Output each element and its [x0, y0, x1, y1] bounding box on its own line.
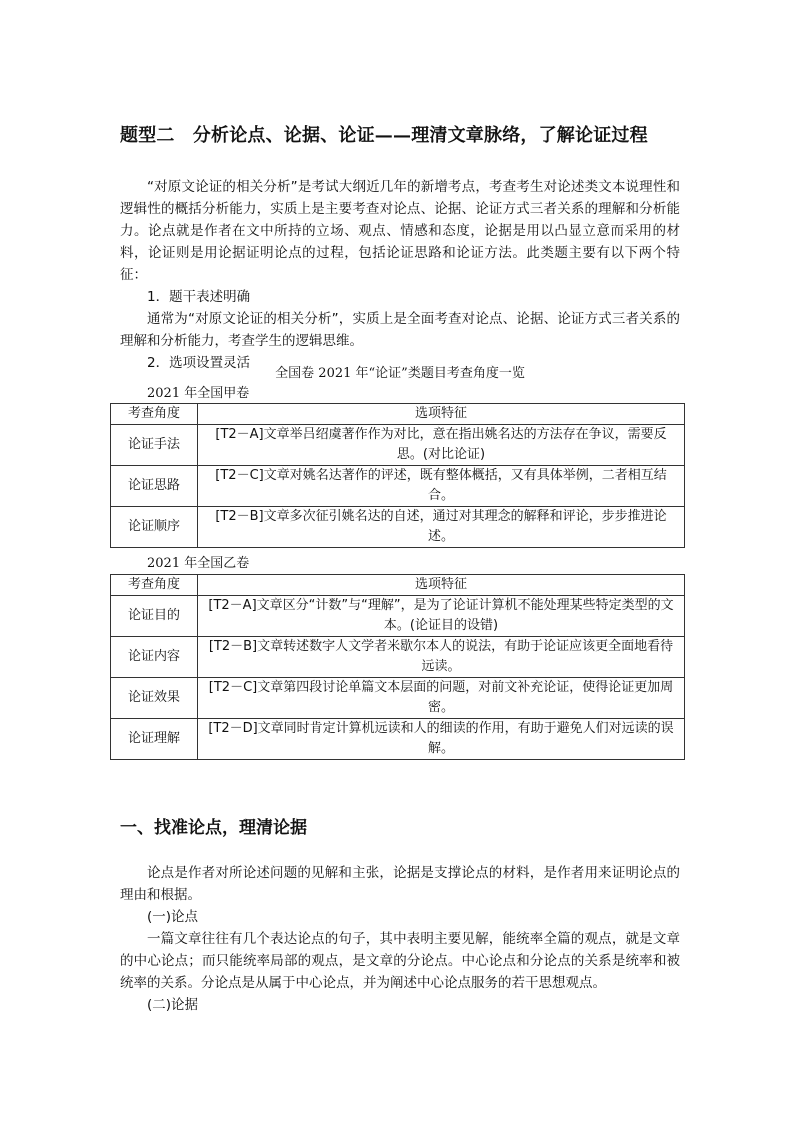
- table-row: [111, 425, 685, 466]
- table-row: [111, 507, 685, 548]
- feature2-title: 2．选项设置灵活: [147, 355, 251, 371]
- table-row: [111, 719, 685, 760]
- table-yi: [110, 574, 685, 760]
- table2-label: 2021 年全国乙卷: [147, 556, 250, 571]
- feature-cell: [T2－D]文章同时肯定计算机远读和人的细读的作用，有助于避免人们对远读的误解。: [198, 719, 685, 760]
- table1-label: 2021 年全国甲卷: [147, 386, 250, 401]
- table-header-row: [111, 575, 685, 596]
- sub1-title: (一)论点: [147, 909, 199, 925]
- section-heading: 一、找准论点，理清论据: [120, 818, 307, 838]
- table-row: [111, 596, 685, 637]
- intro-block: [120, 176, 680, 374]
- feature-cell: [T2－A]文章举吕绍虞著作作为对比，意在指出姚名达的方法存在争议，需要反思。(对比论证): [198, 425, 685, 466]
- intro-paragraph: “对原文论证的相关分析”是考试大纲近几年的新增考点，考查考生对论述类文本说理性和逻辑性的概括分析能力，实质上是主要考查对论点、论据、论证方式三者关系的理解和分析能力。论点就是作者在文中所持的立场、观点、情感和态度，论据是用以凸显立意而采用的材料，论证则是用论据证明论点的过程，包括论证思路和论证方法。此类题主要有以下两个特征：: [120, 179, 680, 283]
- table-jia: [110, 403, 685, 548]
- feature-cell: [T2－B]文章转述数字人文学者米歇尔本人的说法，有助于论证应该更全面地看待远读。: [198, 637, 685, 678]
- angle-cell: 论证顺序: [111, 507, 198, 548]
- header-angle: 考查角度: [111, 404, 198, 425]
- angle-cell: 论证内容: [111, 637, 198, 678]
- feature1-text: 通常为“对原文论证的相关分析”，实质上是全面考查对论点、论据、论证方式三者关系的理解和分析能力，考查学生的逻辑思维。: [120, 311, 680, 349]
- section1-intro: 论点是作者对所论述问题的见解和主张，论据是支撑论点的材料，是作者用来证明论点的理由和根据。: [120, 865, 680, 903]
- feature1-title: 1．题干表述明确: [147, 289, 251, 305]
- angle-cell: 论证理解: [111, 719, 198, 760]
- table-row: [111, 678, 685, 719]
- table-row: [111, 637, 685, 678]
- table-header-row: [111, 404, 685, 425]
- sub1-text: 一篇文章往往有几个表达论点的句子，其中表明主要见解，能统率全篇的观点，就是文章的中心论点；而只能统率局部的观点，是文章的分论点。中心论点和分论点的关系是统率和被统率的关系。分论点是从属于中心论点，并为阐述中心论点服务的若干思想观点。: [120, 931, 680, 991]
- angle-cell: 论证手法: [111, 425, 198, 466]
- angle-cell: 论证目的: [111, 596, 198, 637]
- angle-cell: 论证思路: [111, 466, 198, 507]
- angle-cell: 论证效果: [111, 678, 198, 719]
- header-angle: 考查角度: [111, 575, 198, 596]
- table-row: [111, 466, 685, 507]
- feature-cell: [T2－B]文章多次征引姚名达的自述，通过对其理念的解释和评论，步步推进论述。: [198, 507, 685, 548]
- header-feature: 选项特征: [198, 404, 685, 425]
- header-feature: 选项特征: [198, 575, 685, 596]
- sub2-title: (二)论据: [147, 997, 199, 1013]
- table-caption: 全国卷 2021 年“论证”类题目考查角度一览: [275, 366, 525, 381]
- feature-cell: [T2－C]文章对姚名达著作的评述，既有整体概括，又有具体举例，二者相互结合。: [198, 466, 685, 507]
- page-title: 题型二 分析论点、论据、论证——理清文章脉络，了解论证过程: [120, 125, 648, 146]
- feature-cell: [T2－C]文章第四段讨论单篇文本层面的问题，对前文补充论证，使得论证更加周密。: [198, 678, 685, 719]
- section1-body: [120, 862, 680, 1016]
- feature-cell: [T2－A]文章区分“计数”与“理解”，是为了论证计算机不能处理某些特定类型的文本。(论证目的设错): [198, 596, 685, 637]
